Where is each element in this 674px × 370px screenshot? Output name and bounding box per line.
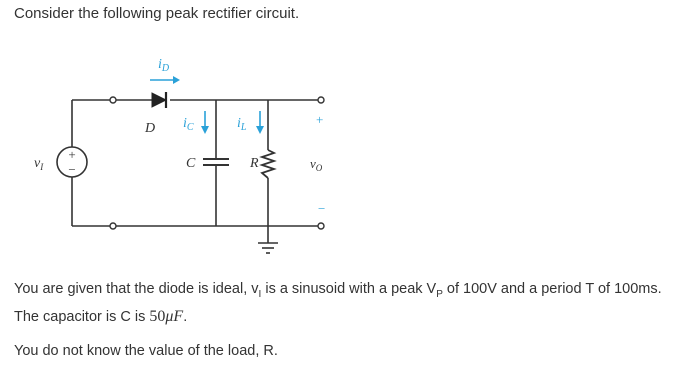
terminal-bottom-left bbox=[110, 223, 116, 229]
diode-label: D bbox=[145, 121, 156, 136]
terminal-output-top bbox=[318, 97, 324, 103]
output-plus-sign: + bbox=[316, 112, 324, 127]
terminal-output-bottom bbox=[318, 223, 324, 229]
source-minus-sign: − bbox=[68, 162, 76, 177]
capacitor-symbol bbox=[203, 159, 229, 165]
cap-current-label: $i_C$ bbox=[183, 116, 194, 133]
load-current-label: $i_L$ bbox=[237, 116, 247, 133]
problem-statement: You are given that the diode is ideal, $v_I$ is a sinusoid with a peak $V_P$ of 100V and a period T of 100ms. The capacitor is C is 50μF. bbox=[14, 281, 662, 325]
cap-current-arrow bbox=[201, 111, 209, 134]
resistor-label: R bbox=[250, 156, 259, 171]
diode-current-arrow bbox=[150, 76, 180, 84]
diode-current-label: $i_D$ bbox=[158, 57, 170, 74]
output-minus-sign: − bbox=[318, 201, 326, 216]
load-current-arrow bbox=[256, 111, 264, 134]
ground-symbol bbox=[258, 243, 278, 253]
diode-symbol bbox=[152, 92, 166, 108]
source-label: $v_I$ bbox=[34, 156, 44, 172]
terminal-top-left bbox=[110, 97, 116, 103]
source-plus-sign: + bbox=[68, 147, 76, 162]
resistor-symbol bbox=[262, 150, 274, 178]
intro-text: Consider the following peak rectifier circuit. bbox=[14, 5, 300, 22]
output-label: $v_O$ bbox=[310, 156, 323, 173]
load-note: You do not know the value of the load, R. bbox=[14, 343, 278, 359]
capacitor-label: C bbox=[186, 156, 196, 171]
peak-rectifier-circuit bbox=[0, 40, 674, 270]
